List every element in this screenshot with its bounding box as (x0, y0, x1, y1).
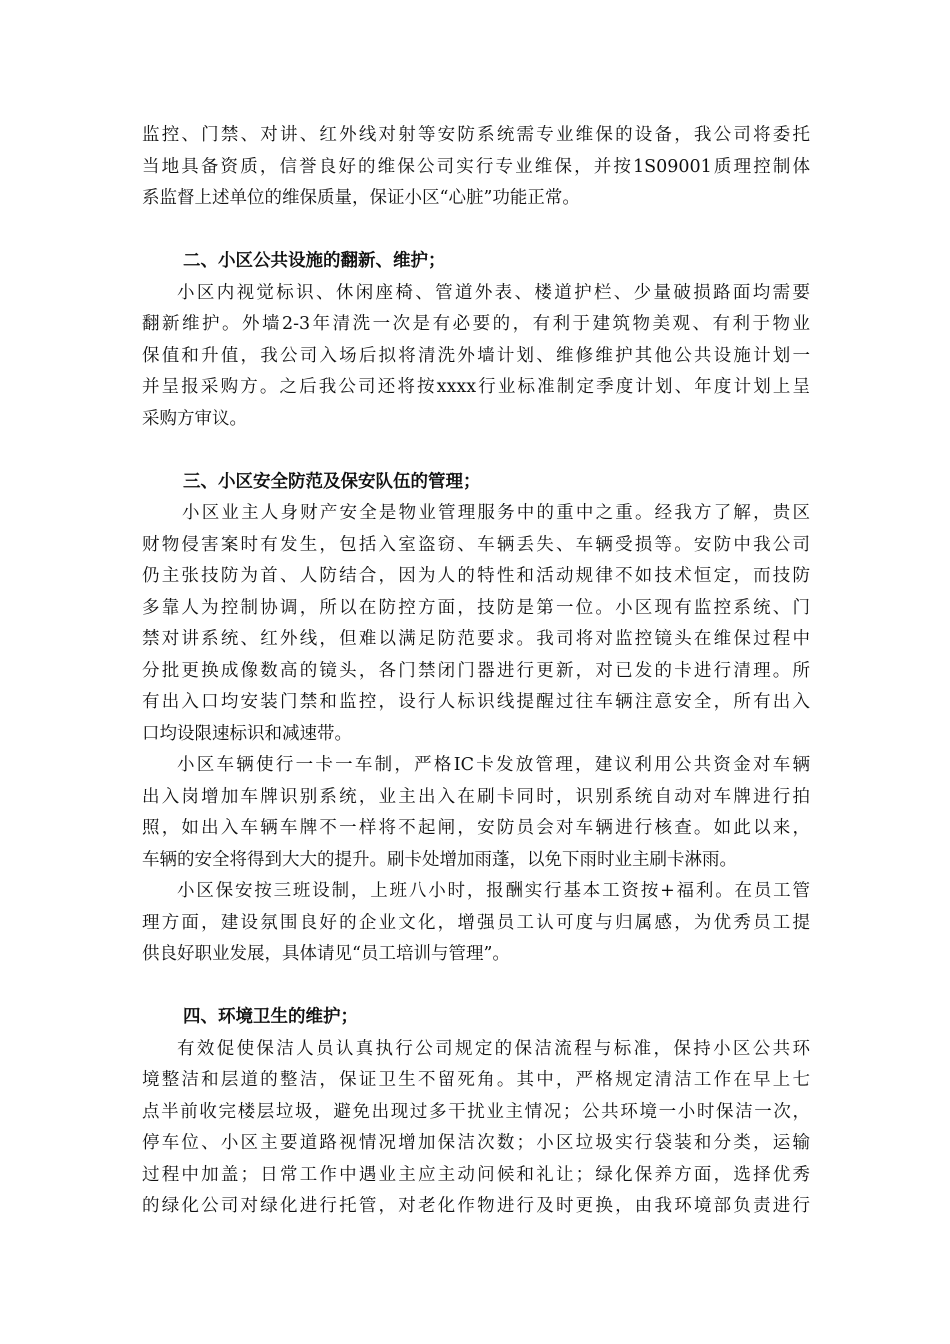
text-line: 保值和升值，我公司入场后拟将清洗外墙计划、维修维护其他公共设施计划一 (142, 345, 810, 366)
text-line: 翻新维护。外墙2-3年清洗一次是有必要的，有利于建筑物美观、有利于物业 (142, 314, 810, 334)
text-line: 分批更换成像数高的镜头，各门禁闭门器进行更新，对已发的卡进行清理。所 (142, 660, 810, 681)
security-paragraph-1 (142, 498, 810, 750)
text-line: 供良好职业发展，具体请见“员工培训与管理”。 (142, 944, 510, 964)
paragraph-gap (142, 435, 810, 467)
text-line: 小区车辆使行一卡一车制，严格IC卡发放管理，建议利用公共资金对车辆 (177, 755, 810, 775)
text-line: 理方面，建设氛围良好的企业文化，增强员工认可度与归属感，为优秀员工提 (142, 912, 810, 933)
text-line: 的绿化公司对绿化进行托管，对老化作物进行及时更换，由我环境部负责进行 (142, 1196, 810, 1216)
intro-paragraph (142, 120, 810, 215)
paragraph-gap (142, 971, 810, 1003)
section-environmental-hygiene (142, 1002, 810, 1223)
document-page (142, 120, 810, 1223)
text-line: 停车位、小区主要道路视情况增加保洁次数；小区垃圾实行袋装和分类，运输 (142, 1133, 810, 1153)
text-line: 小区内视觉标识、休闲座椅、管道外表、楼道护栏、少量破损路面均需要 (177, 282, 810, 303)
text-line: 车辆的安全将得到大大的提升。刷卡处增加雨蓬，以免下雨时业主刷卡淋雨。 (142, 849, 737, 870)
section-public-facilities (142, 246, 810, 435)
text-line: 照，如出入车辆车牌不一样将不起闸，安防员会对车辆进行核查。如此以来， (142, 818, 810, 838)
security-paragraph-2 (142, 750, 810, 876)
text-line: 系监督上述单位的维保质量，保证小区“心脏”功能正常。 (142, 188, 580, 208)
paragraph-gap (142, 215, 810, 247)
text-line: 小区保安按三班设制，上班八小时，报酬实行基本工资按+福利。在员工管 (177, 881, 810, 901)
text-line: 禁对讲系统、红外线，但难以满足防范要求。我司将对监控镜头在维保过程中 (142, 629, 810, 649)
text-line: 点半前收完楼层垃圾，避免出现过多干扰业主情况；公共环境一小时保洁一次， (142, 1101, 810, 1122)
section-heading: 三、小区安全防范及保安队伍的管理； (183, 471, 481, 492)
text-line: 有出入口均安装门禁和监控，设行人标识线提醒过往车辆注意安全，所有出入 (142, 692, 810, 712)
text-line: 并呈报采购方。之后我公司还将按xxxx行业标准制定季度计划、年度计划上呈 (142, 377, 810, 397)
text-line: 过程中加盖；日常工作中遇业主应主动问候和礼让；绿化保养方面，选择优秀 (142, 1164, 810, 1185)
text-line: 出入岗增加车牌识别系统，业主出入在刷卡同时，识别系统自动对车牌进行拍 (142, 786, 810, 807)
text-line: 口均设限速标识和减速带。 (142, 723, 352, 744)
text-line: 多靠人为控制协调，所以在防控方面，技防是第一位。小区现有监控系统、门 (142, 597, 810, 618)
text-line: 当地具备资质，信誉良好的维保公司实行专业维保，并按1S09001质理控制体 (142, 156, 810, 177)
security-paragraph-3 (142, 876, 810, 971)
text-line: 监控、门禁、对讲、红外线对射等安防系统需专业维保的设备，我公司将委托 (142, 125, 810, 145)
section-heading: 二、小区公共设施的翻新、维护； (183, 251, 446, 271)
text-line: 小区业主人身财产安全是物业管理服务中的重中之重。经我方了解，贵区 (182, 503, 810, 523)
text-line: 境整洁和层道的整洁，保证卫生不留死角。其中，严格规定清洁工作在早上七 (142, 1070, 810, 1090)
text-line: 采购方审议。 (142, 408, 247, 429)
section-security-management (142, 467, 810, 971)
text-line: 仍主张技防为首、人防结合，因为人的特性和活动规律不如技术恒定，而技防 (142, 566, 810, 586)
section-heading: 四、环境卫生的维护； (183, 1007, 358, 1027)
text-line: 有效促使保洁人员认真执行公司规定的保洁流程与标准，保持小区公共环 (177, 1038, 810, 1059)
text-line: 财物侵害案时有发生，包括入室盗窃、车辆丢失、车辆受损等。安防中我公司 (142, 534, 810, 555)
